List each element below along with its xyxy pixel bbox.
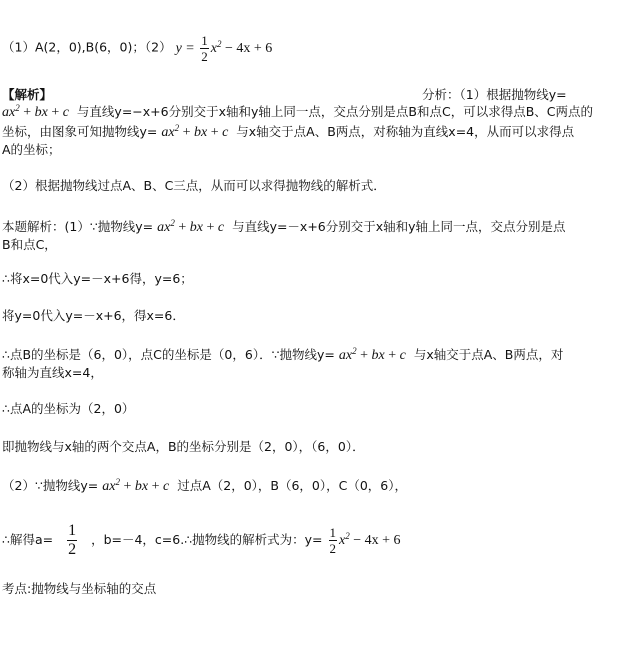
- solution-result-denominator: 2: [329, 541, 337, 557]
- analysis-text-5: （2）根据抛物线过点A、B、C三点，从而可以求得抛物线的解析式．: [2, 178, 386, 193]
- solution-text-10a: ∴解得a=: [2, 532, 54, 547]
- solution-result-fraction: [329, 526, 338, 555]
- analysis-line-5: [2, 177, 626, 195]
- solution-text-6: 称轴为直线x=4，: [2, 365, 103, 380]
- analysis-poly-1: $ax^2$ + bx + c: [2, 103, 69, 120]
- answer-line: [2, 34, 626, 63]
- solution-a-fraction: [67, 523, 77, 558]
- solution-line-9: [2, 477, 626, 496]
- solution-text-10b: ，b=－4，c=6.∴抛物线的解析式为：y=: [91, 532, 323, 547]
- analysis-header-line: [2, 86, 626, 104]
- solution-result-formula: $\frac{1}{2}$ $x^2 - 4x + 6$: [329, 525, 401, 557]
- solution-text-5b: 与x轴交于点A、B两点，对: [413, 347, 564, 362]
- solution-text-7: ∴点A的坐标为（2，0）: [2, 401, 135, 416]
- solution-text-1b: 与直线y=－x+6分别交于x轴和y轴上同一点，交点分别是点: [232, 219, 566, 234]
- solution-line-5: [2, 346, 626, 365]
- solution-line-1: [2, 218, 626, 237]
- solution-poly-2: $ax^2$ + bx + c: [338, 346, 406, 363]
- solution-text-9a: （2）∵抛物线y=: [2, 478, 99, 493]
- solution-text-8: 即抛物线与x轴的两个交点A，B的坐标分别是（2，0），（6，0）．: [2, 439, 365, 454]
- solution-line-3: [2, 270, 626, 288]
- solution-line-2: [2, 236, 626, 254]
- kaodian-line: [2, 580, 626, 598]
- analysis-line-4: [2, 141, 626, 159]
- analysis-text-3b: 与x轴交于点A、B两点，对称轴为直线x=4，从而可以求得点: [236, 124, 575, 139]
- analysis-text-3a: 坐标，由图象可知抛物线y=: [2, 124, 158, 139]
- answer-part1: （1）A(2，0),B(6，0)；（2）: [2, 39, 172, 55]
- analysis-text-4: A的坐标；: [2, 142, 61, 157]
- solution-text-3: ∴将x=0代入y=－x+6得，y=6；: [2, 271, 193, 286]
- answer-fraction: [200, 34, 209, 63]
- solution-text-1a: 本题解析：(1）∵抛物线y=: [2, 219, 154, 234]
- solution-line-6: [2, 364, 626, 382]
- solution-line-4: [2, 307, 626, 325]
- solution-a-numerator: 1: [68, 522, 77, 539]
- analysis-header: 【解析】: [2, 87, 53, 102]
- answer-formula-prefix: y =: [175, 40, 195, 56]
- kaodian-text: 抛物线与坐标轴的交点: [31, 581, 157, 596]
- solution-poly-1: $ax^2$ + bx + c: [157, 218, 225, 235]
- solution-text-9b: 过点A（2，0），B（6，0），C（0，6），: [177, 478, 408, 493]
- solution-text-5a: ∴点B的坐标是（6，0），点C的坐标是（0，6）．∵抛物线y=: [2, 347, 335, 362]
- analysis-line-2: [2, 103, 626, 122]
- analysis-intro: 分析：（1）根据抛物线y=: [422, 87, 567, 102]
- analysis-line-3: [2, 123, 626, 142]
- analysis-text-2: 与直线y=−x+6分别交于x轴和y轴上同一点，交点分别是点B和点C，可以求得点B、C两点的: [76, 104, 593, 119]
- answer-fraction-denominator: 2: [201, 49, 208, 64]
- solution-result-suffix: − 4x + 6: [353, 533, 401, 548]
- answer-fraction-numerator: 1: [201, 33, 208, 48]
- solution-line-10: [2, 520, 626, 561]
- answer-formula-suffix: − 4x + 6: [224, 40, 273, 56]
- solution-line-8: [2, 438, 626, 456]
- solution-poly-3: $ax^2$ + bx + c: [102, 477, 170, 494]
- solution-result-numerator: 1: [329, 525, 337, 541]
- answer-formula: y = $\frac{1}{2}$ $x^2 - 4x + 6$: [175, 33, 273, 64]
- solution-text-2: B和点C，: [2, 237, 57, 252]
- analysis-poly-2: $ax^2$ + bx + c: [161, 123, 229, 140]
- solution-line-7: [2, 400, 626, 418]
- solution-a-denominator: 2: [68, 541, 77, 558]
- solution-text-4: 将y=0代入y=－x+6，得x=6．: [2, 308, 185, 323]
- kaodian-label: 考点:: [2, 581, 32, 596]
